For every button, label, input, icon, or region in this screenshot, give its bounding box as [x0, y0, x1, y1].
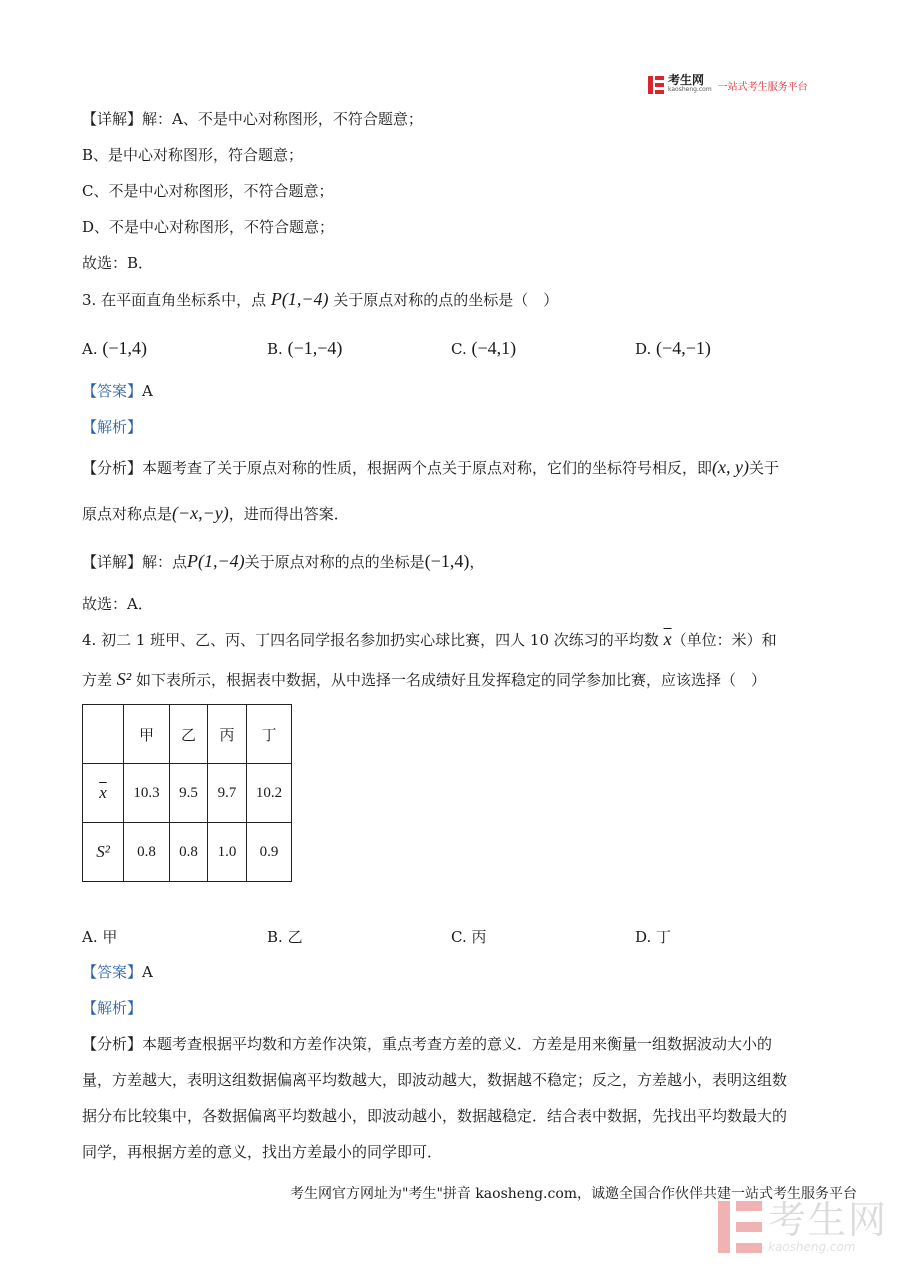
- logo-domain: kaosheng.com: [668, 86, 712, 93]
- table-cell: 0.8: [124, 823, 170, 882]
- q3-analysis-line2: 原点对称点是(−x,−y)，进而得出答案．: [82, 503, 349, 523]
- table-header-yi: 乙: [170, 705, 208, 764]
- table-cell: 10.3: [124, 764, 170, 823]
- q4-option-c: C. 丙: [451, 928, 487, 946]
- table-cell: 9.5: [170, 764, 208, 823]
- q2-conclusion: 故选：B．: [82, 254, 154, 272]
- table-row-variance: [83, 823, 292, 882]
- table-cell: [83, 705, 124, 764]
- answer-tag: 【答案】: [82, 382, 143, 400]
- answer-tag: 【答案】: [82, 963, 143, 981]
- watermark: [718, 1200, 888, 1254]
- q4-data-table: [82, 704, 292, 882]
- q3-stem: 3. 在平面直角坐标系中，点 P(1,−4) 关于原点对称的点的坐标是（ ）: [82, 289, 559, 309]
- q4-option-a: A. 甲: [82, 928, 118, 946]
- q3-analysis-line1: 【分析】本题考查了关于原点对称的性质，根据两个点关于原点对称，它们的坐标符号相反，即(x, y)关于: [82, 457, 780, 477]
- q4-option-b: B. 乙: [267, 928, 303, 946]
- q2-detail-line1: 【详解】解：A、不是中心对称图形，不符合题意；: [82, 110, 423, 128]
- logo-name: 考生网: [668, 73, 705, 87]
- q4-stem-line1: 4. 初二 1 班甲、乙、丙、丁四名同学报名参加扔实心球比赛，四人 10 次练习的平均数 $\overline{x}$（单位：米）和: [82, 629, 777, 649]
- q3-option-b: B. (−1,−4): [267, 338, 343, 358]
- logo-slogan: 一站式考生服务平台: [717, 81, 808, 93]
- table-header-jia: 甲: [124, 705, 170, 764]
- q4-option-d: D. 丁: [635, 928, 672, 946]
- table-row-label: $\overline{x}$: [83, 764, 124, 823]
- watermark-domain: kaosheng.com: [768, 1240, 856, 1254]
- table-cell: 0.9: [247, 823, 292, 882]
- q2-detail-line3: C、不是中心对称图形，不符合题意；: [82, 182, 334, 200]
- q3-analysis-tag: 【解析】: [82, 418, 143, 436]
- q4-analysis-line4: 同学，再根据方差的意义，找出方差最小的同学即可．: [82, 1143, 443, 1161]
- watermark-name: 考生网: [768, 1198, 889, 1242]
- q4-stem-line2: 方差 S² 如下表所示，根据表中数据，从中选择一名成绩好且发挥稳定的同学参加比赛，应该选择（ ）: [82, 669, 766, 689]
- table-header-row: [83, 705, 292, 764]
- table-header-ding: 丁: [247, 705, 292, 764]
- table-row-label: S²: [83, 823, 124, 882]
- table-cell: 0.8: [170, 823, 208, 882]
- table-cell: 1.0: [208, 823, 247, 882]
- q2-detail-line2: B、是中心对称图形，符合题意；: [82, 146, 304, 164]
- table-cell: 10.2: [247, 764, 292, 823]
- header-logo[interactable]: [648, 74, 808, 96]
- q3-answer: 【答案】A: [82, 382, 153, 400]
- q3-point: P(1,−4): [270, 289, 329, 309]
- q3-option-a: A. (−1,4): [82, 338, 148, 358]
- logo-icon: [648, 76, 664, 94]
- q4-analysis-tag: 【解析】: [82, 999, 143, 1017]
- q4-analysis-line3: 据分布比较集中，各数据偏离平均数越小，即波动越小，数据越稳定．结合表中数据，先找出平均数最大的: [82, 1107, 788, 1125]
- q4-analysis-line1: 【分析】本题考查根据平均数和方差作决策，重点考查方差的意义．方差是用来衡量一组数据波动大小的: [82, 1035, 773, 1053]
- footer-text: 考生网官方网址为"考生"拼音 kaosheng.com，诚邀全国合作伙伴共建一站式考生服务平台: [290, 1186, 858, 1202]
- q3-conclusion: 故选：A．: [82, 595, 153, 613]
- q3-detail: 【详解】解：点P(1,−4)关于原点对称的点的坐标是(−1,4)，: [82, 551, 485, 571]
- table-row-mean: [83, 764, 292, 823]
- table-header-bing: 丙: [208, 705, 247, 764]
- watermark-logo-icon: [718, 1201, 762, 1253]
- q2-detail-line4: D、不是中心对称图形，不符合题意；: [82, 218, 335, 236]
- q3-option-c: C. (−4,1): [451, 338, 517, 358]
- detail-tag: 【详解】: [82, 110, 143, 128]
- q4-analysis-line2: 量，方差越大，表明这组数据偏离平均数越大，即波动越大，数据越不稳定；反之，方差越小，表明这组数: [82, 1071, 788, 1089]
- q3-option-d: D. (−4,−1): [635, 338, 711, 358]
- q4-answer: 【答案】A: [82, 963, 153, 981]
- table-cell: 9.7: [208, 764, 247, 823]
